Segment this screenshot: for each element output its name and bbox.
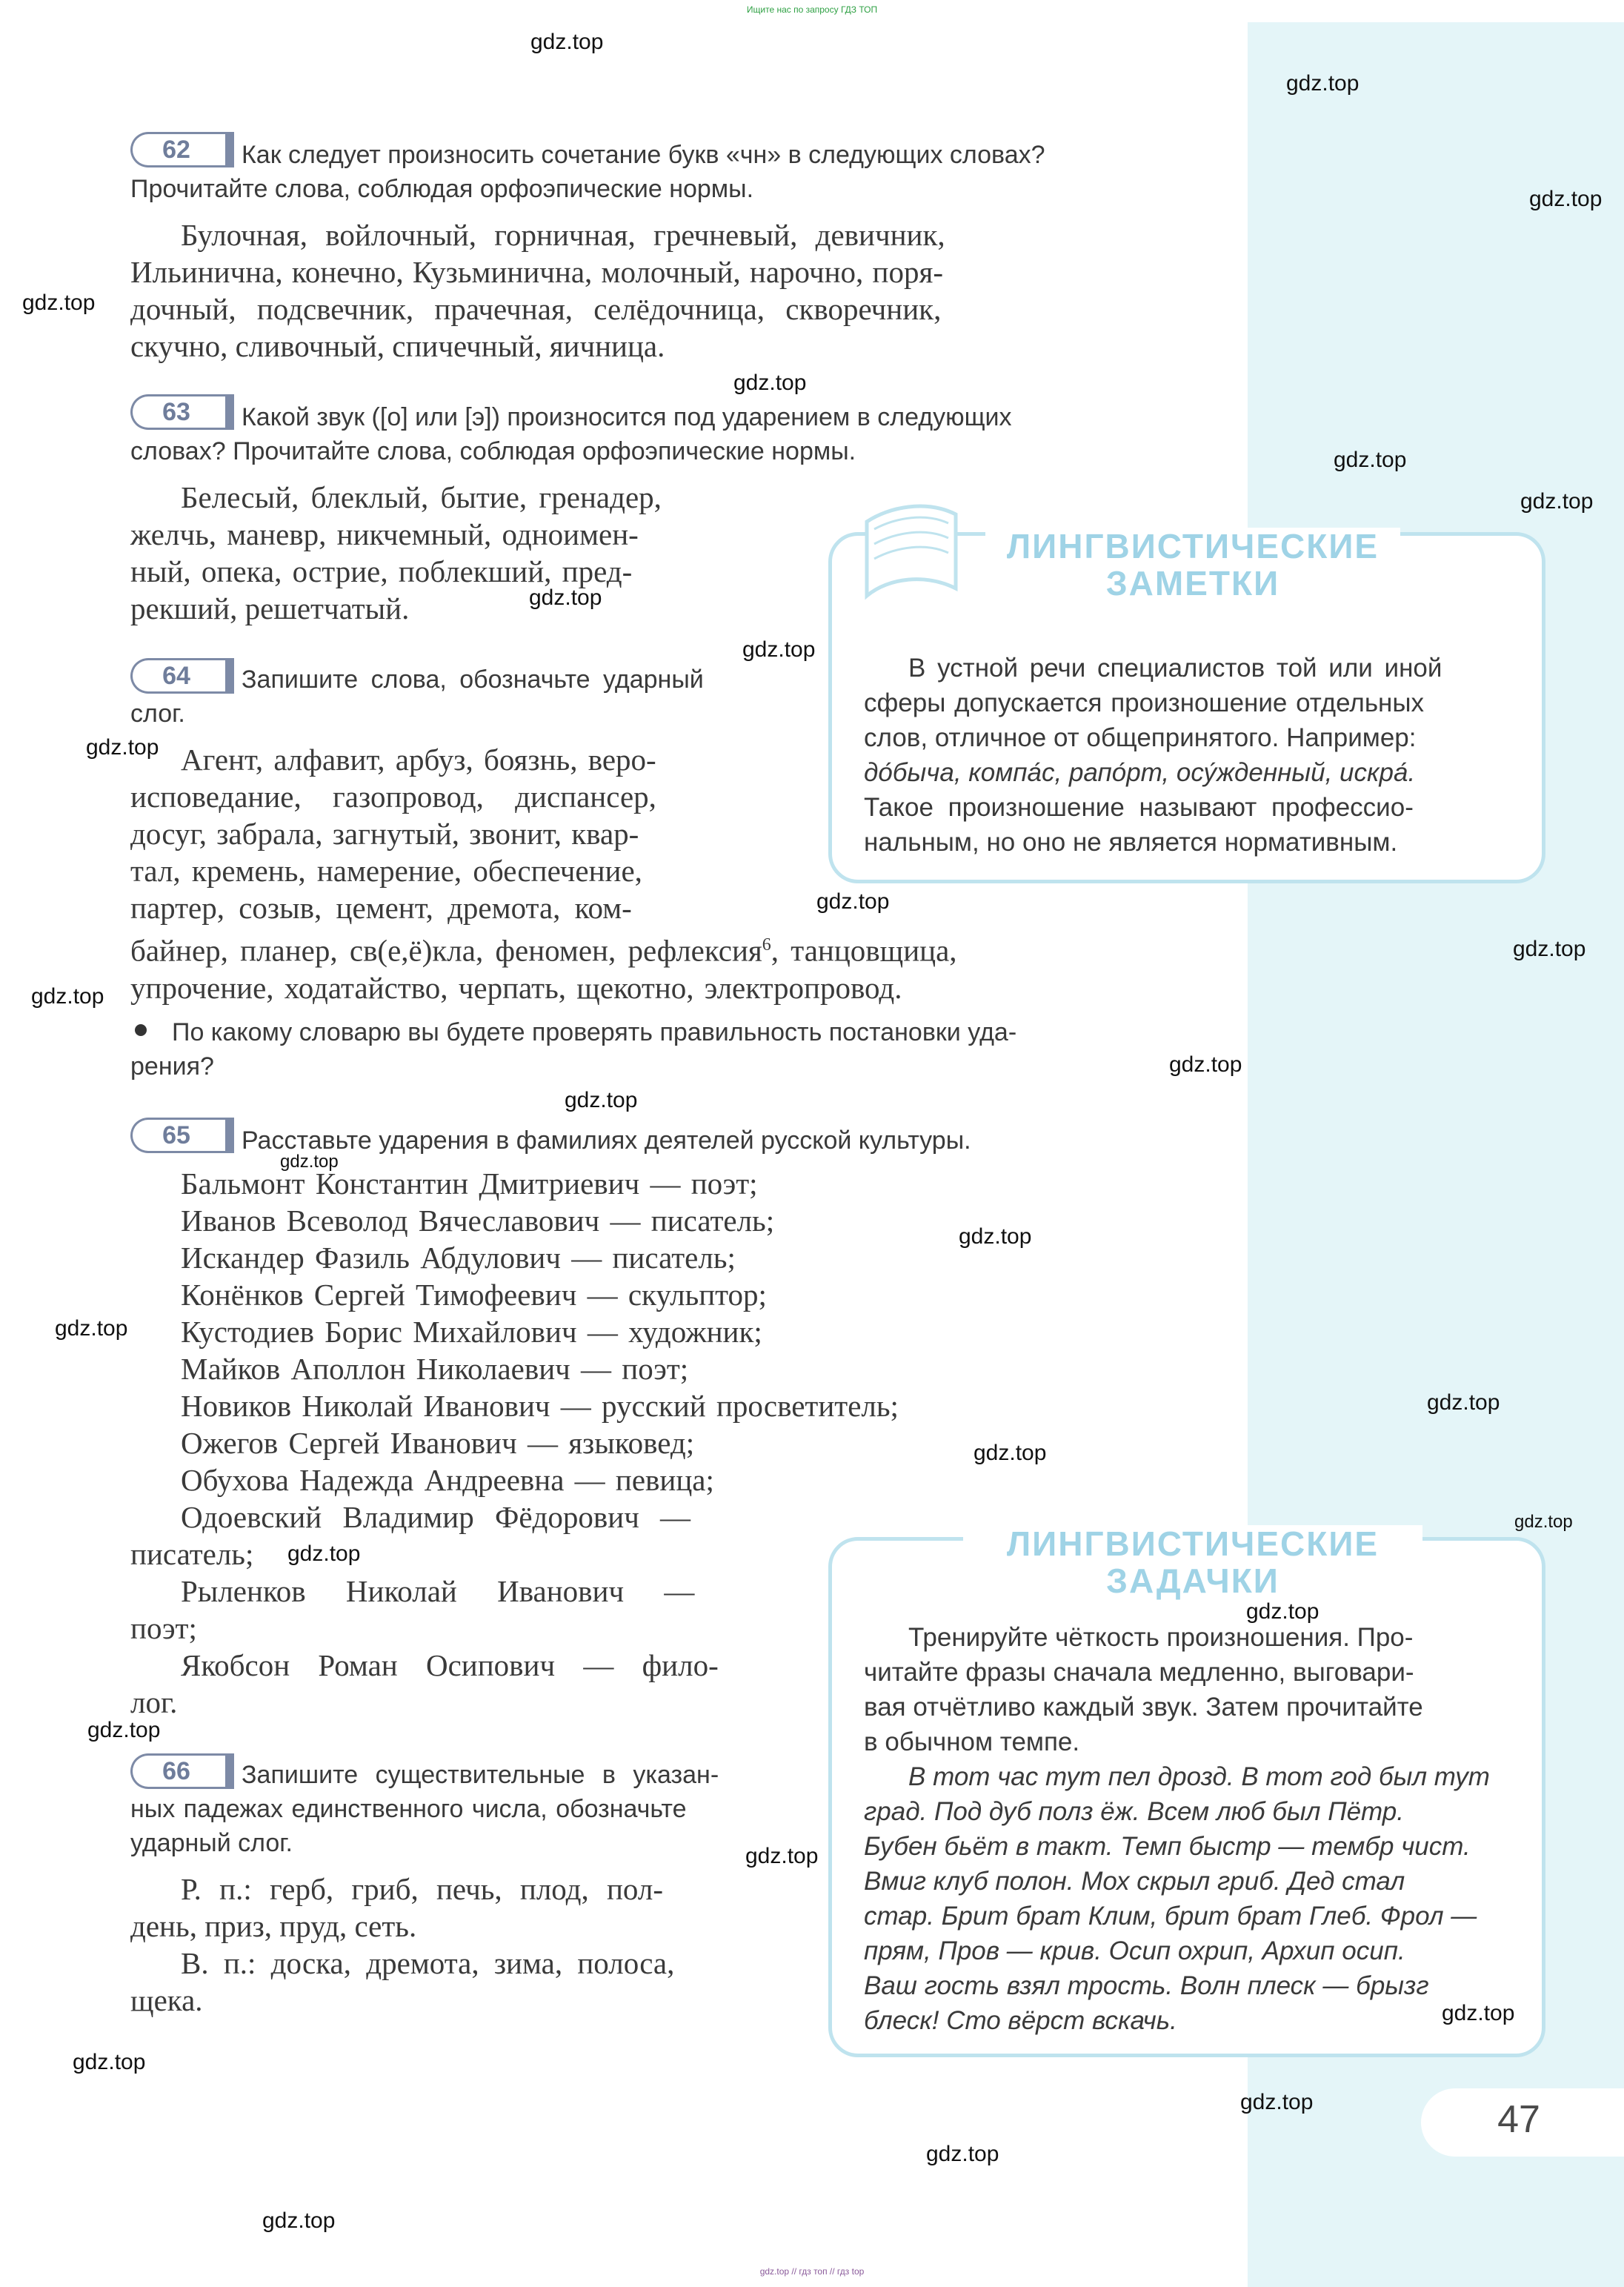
person-line: писатель; — [130, 1537, 254, 1571]
watermark: gdz.top — [745, 1844, 819, 1868]
note-line: нальным, но оно не является нормативным. — [864, 828, 1398, 857]
word-line: упрочение, ходатайство, черпать, щекотно, электропровод. — [130, 970, 902, 1005]
phrase-line: прям, Пров — крив. Осип охрип, Архип осип. — [864, 1936, 1405, 1965]
person-line: Одоевский Владимир Фёдорович — — [181, 1500, 691, 1534]
exercise-number-text: 65 — [162, 1121, 190, 1149]
task-line: ных падежах единственного числа, обозначьте — [130, 1795, 687, 1823]
task-line: Как следует произносить сочетание букв «чн» в следующих словах? — [242, 141, 1045, 169]
watermark: gdz.top — [1529, 187, 1603, 211]
word-line: В. п.: доска, дремота, зима, полоса, — [181, 1946, 675, 1980]
exercise-63-task — [130, 400, 1200, 468]
footnote-mark[interactable]: 6 — [762, 935, 771, 955]
phrase-line: стар. Брит брат Клим, брит брат Глеб. Фрол — — [864, 1902, 1477, 1931]
person-line: поэт; — [130, 1611, 197, 1645]
note-line: вая отчётливо каждый звук. Затем прочитайте — [864, 1693, 1423, 1722]
watermark: gdz.top — [1427, 1390, 1500, 1415]
watermark: gdz.top — [1334, 448, 1407, 472]
word-line: Белесый, блеклый, бытие, гренадер, — [181, 480, 662, 514]
note-line: Такое произношение называют профессио- — [864, 793, 1414, 822]
word-line: щека. — [130, 1983, 203, 2017]
watermark: gdz.top — [1169, 1052, 1242, 1077]
watermark: gdz.top — [733, 371, 807, 395]
watermark: gdz.top — [1240, 2090, 1314, 2114]
exercise-63-words — [130, 479, 797, 627]
watermark: gdz.top — [22, 291, 96, 315]
phrase-line: Вмиг клуб полон. Мох скрыл гриб. Дед стал — [864, 1867, 1405, 1896]
watermark: gdz.top — [742, 637, 816, 662]
word-line: рекший, решетчатый. — [130, 591, 410, 625]
watermark: gdz.top — [974, 1441, 1047, 1465]
watermark: gdz.top — [926, 2142, 999, 2166]
person-line: Кустодиев Борис Михайлович — художник; — [181, 1315, 762, 1349]
note-line: слов, отличное от общепринятого. Например: — [864, 723, 1417, 752]
person-line: Майков Аполлон Николаевич — поэт; — [181, 1352, 689, 1386]
note-line: читайте фразы сначала медленно, выговари- — [864, 1658, 1414, 1687]
exercise-64-question — [130, 1015, 1200, 1083]
watermark: gdz.top — [1442, 2001, 1515, 2025]
question-line: рения? — [130, 1052, 214, 1081]
phrase-line: В тот час тут пел дрозд. В тот год был тут — [908, 1762, 1490, 1791]
exercise-66-words — [130, 1871, 797, 2019]
watermark: gdz.top — [959, 1224, 1032, 1249]
word-line: дочный, подсвечник, прачечная, селёдочница, скворечник, — [130, 292, 942, 326]
person-line: лог. — [130, 1685, 178, 1719]
word-line: партер, созыв, цемент, дремота, ком- — [130, 891, 632, 925]
watermark: gdz.top — [816, 889, 890, 914]
phrase-line: град. Под дуб полз ёж. Всем люб был Пётр. — [864, 1797, 1404, 1826]
page-number: 47 — [1497, 2098, 1540, 2141]
watermark: gdz.top — [87, 1718, 161, 1742]
word-line-tail: , танцовщица, — [771, 933, 957, 968]
watermark: gdz.top — [86, 735, 159, 760]
watermark: gdz.top — [1246, 1599, 1320, 1624]
exercise-number-65 — [130, 1118, 225, 1153]
watermark: gdz.top — [529, 585, 602, 610]
watermark: gdz.top — [262, 2208, 336, 2233]
phrase-line: Ваш гость взял трость. Волн плеск — брызг — [864, 1971, 1429, 2000]
phrase-line: Бубен бьёт в такт. Темп быстр — тембр чист. — [864, 1832, 1471, 1861]
person-line: Бальмонт Константин Дмитриевич — поэт; — [181, 1166, 758, 1201]
word-line: Булочная, войлочный, горничная, гречневый, девичник, — [181, 218, 945, 252]
word-line: желчь, маневр, никчемный, одноимен- — [130, 517, 639, 551]
exercise-number-text: 66 — [162, 1757, 190, 1785]
watermark: gdz.top — [73, 2050, 146, 2074]
exercise-65-task: Расставьте ударения в фамилиях деятелей русской культуры. — [242, 1126, 971, 1155]
watermark: gdz.top — [1513, 937, 1586, 961]
note-line: В устной речи специалистов той или иной — [908, 654, 1442, 683]
linguistic-tasks-text — [864, 1620, 1516, 2038]
exercise-62-task — [130, 138, 1200, 206]
exercise-number-text: 63 — [162, 398, 190, 426]
word-line: досуг, забрала, загнутый, звонит, квар- — [130, 817, 639, 851]
exercise-62-words — [130, 216, 1200, 365]
task-line: Прочитайте слова, соблюдая орфоэпические нормы. — [130, 175, 754, 203]
word-line: байнер, планер, св(е,ё)кла, феномен, рефлексия — [130, 933, 762, 968]
person-line: Обухова Надежда Андреевна — певица; — [181, 1463, 714, 1497]
word-line: ный, опека, острие, поблекший, пред- — [130, 554, 633, 588]
bottom-banner[interactable]: gdz.top // гдз топ // гдз top — [759, 2266, 865, 2277]
person-line: Новиков Николай Иванович — русский просветитель; — [181, 1389, 899, 1423]
top-banner[interactable]: Ищите нас по запросу ГДЗ ТОП — [746, 4, 878, 15]
linguistic-tasks-title — [963, 1525, 1422, 1599]
question-line: По какому словарю вы будете проверять правильность постановки уда- — [172, 1018, 1017, 1046]
task-line: Запишите слова, обозначьте ударный — [242, 665, 704, 694]
word-line: скучно, сливочный, спичечный, яичница. — [130, 329, 665, 363]
linguistic-notes-text — [864, 651, 1510, 860]
linguistic-notes-title — [985, 528, 1400, 602]
person-line: Конёнков Сергей Тимофеевич — скульптор; — [181, 1278, 767, 1312]
task-line: словах? Прочитайте слова, соблюдая орфоэпические нормы. — [130, 437, 856, 465]
word-line: Р. п.: герб, гриб, печь, плод, пол- — [181, 1872, 663, 1906]
watermark: gdz.top — [530, 30, 604, 54]
note-title-line: ЛИНГВИСТИЧЕСКИЕ — [1006, 527, 1380, 565]
exercise-number-text: 62 — [162, 136, 190, 164]
word-line: день, приз, пруд, сеть. — [130, 1909, 417, 1943]
word-line: тал, кремень, намерение, обеспечение, — [130, 854, 642, 888]
word-line: исповедание, газопровод, диспансер, — [130, 780, 656, 814]
watermark: gdz.top — [31, 984, 104, 1009]
watermark: gdz.top — [287, 1541, 361, 1566]
note-line: в обычном темпе. — [864, 1727, 1080, 1756]
book-icon — [845, 492, 993, 611]
task-line: слог. — [130, 700, 185, 728]
exercise-66-task — [130, 1758, 797, 1860]
person-line: Иванов Всеволод Вячеславович — писатель; — [181, 1204, 775, 1238]
phrase-line: блеск! Сто вёрст вскачь. — [864, 2006, 1177, 2035]
watermark: gdz.top — [565, 1088, 638, 1112]
watermark: gdz.top — [55, 1316, 128, 1341]
note-title-line: ЛИНГВИСТИЧЕСКИЕ — [1006, 1524, 1380, 1563]
word-line: Ильинична, конечно, Кузьминична, молочный, нарочно, поря- — [130, 255, 944, 289]
person-line: Ожегов Сергей Иванович — языковед; — [181, 1426, 695, 1460]
note-line: сферы допускается произношение отдельных — [864, 688, 1425, 717]
person-line: Искандер Фазиль Абдулович — писатель; — [181, 1241, 736, 1275]
exercise-64-task — [130, 663, 797, 731]
task-line: ударный слог. — [130, 1829, 293, 1857]
note-title-line: ЗАДАЧКИ — [1106, 1561, 1279, 1600]
watermark: gdz.top — [1514, 1512, 1573, 1532]
watermark: gdz.top — [1286, 71, 1360, 96]
word-line: Агент, алфавит, арбуз, боязнь, веро- — [181, 743, 656, 777]
watermark: gdz.top — [1520, 489, 1594, 514]
person-line: Рыленков Николай Иванович — — [181, 1574, 695, 1608]
exercise-number-text: 64 — [162, 662, 190, 690]
note-examples: до́быча, компа́с, рапо́рт, осу́жденный, искра́. — [864, 758, 1416, 787]
note-title-line: ЗАМЕТКИ — [1105, 564, 1280, 603]
note-line: Тренируйте чёткость произношения. Про- — [908, 1623, 1414, 1652]
person-line: Якобсон Роман Осипович — фило- — [181, 1648, 719, 1682]
task-line: Какой звук ([о] или [э]) произносится под ударением в следующих — [242, 403, 1012, 431]
task-line: Запишите существительные в указан- — [242, 1761, 719, 1789]
watermark: gdz.top — [280, 1152, 339, 1172]
